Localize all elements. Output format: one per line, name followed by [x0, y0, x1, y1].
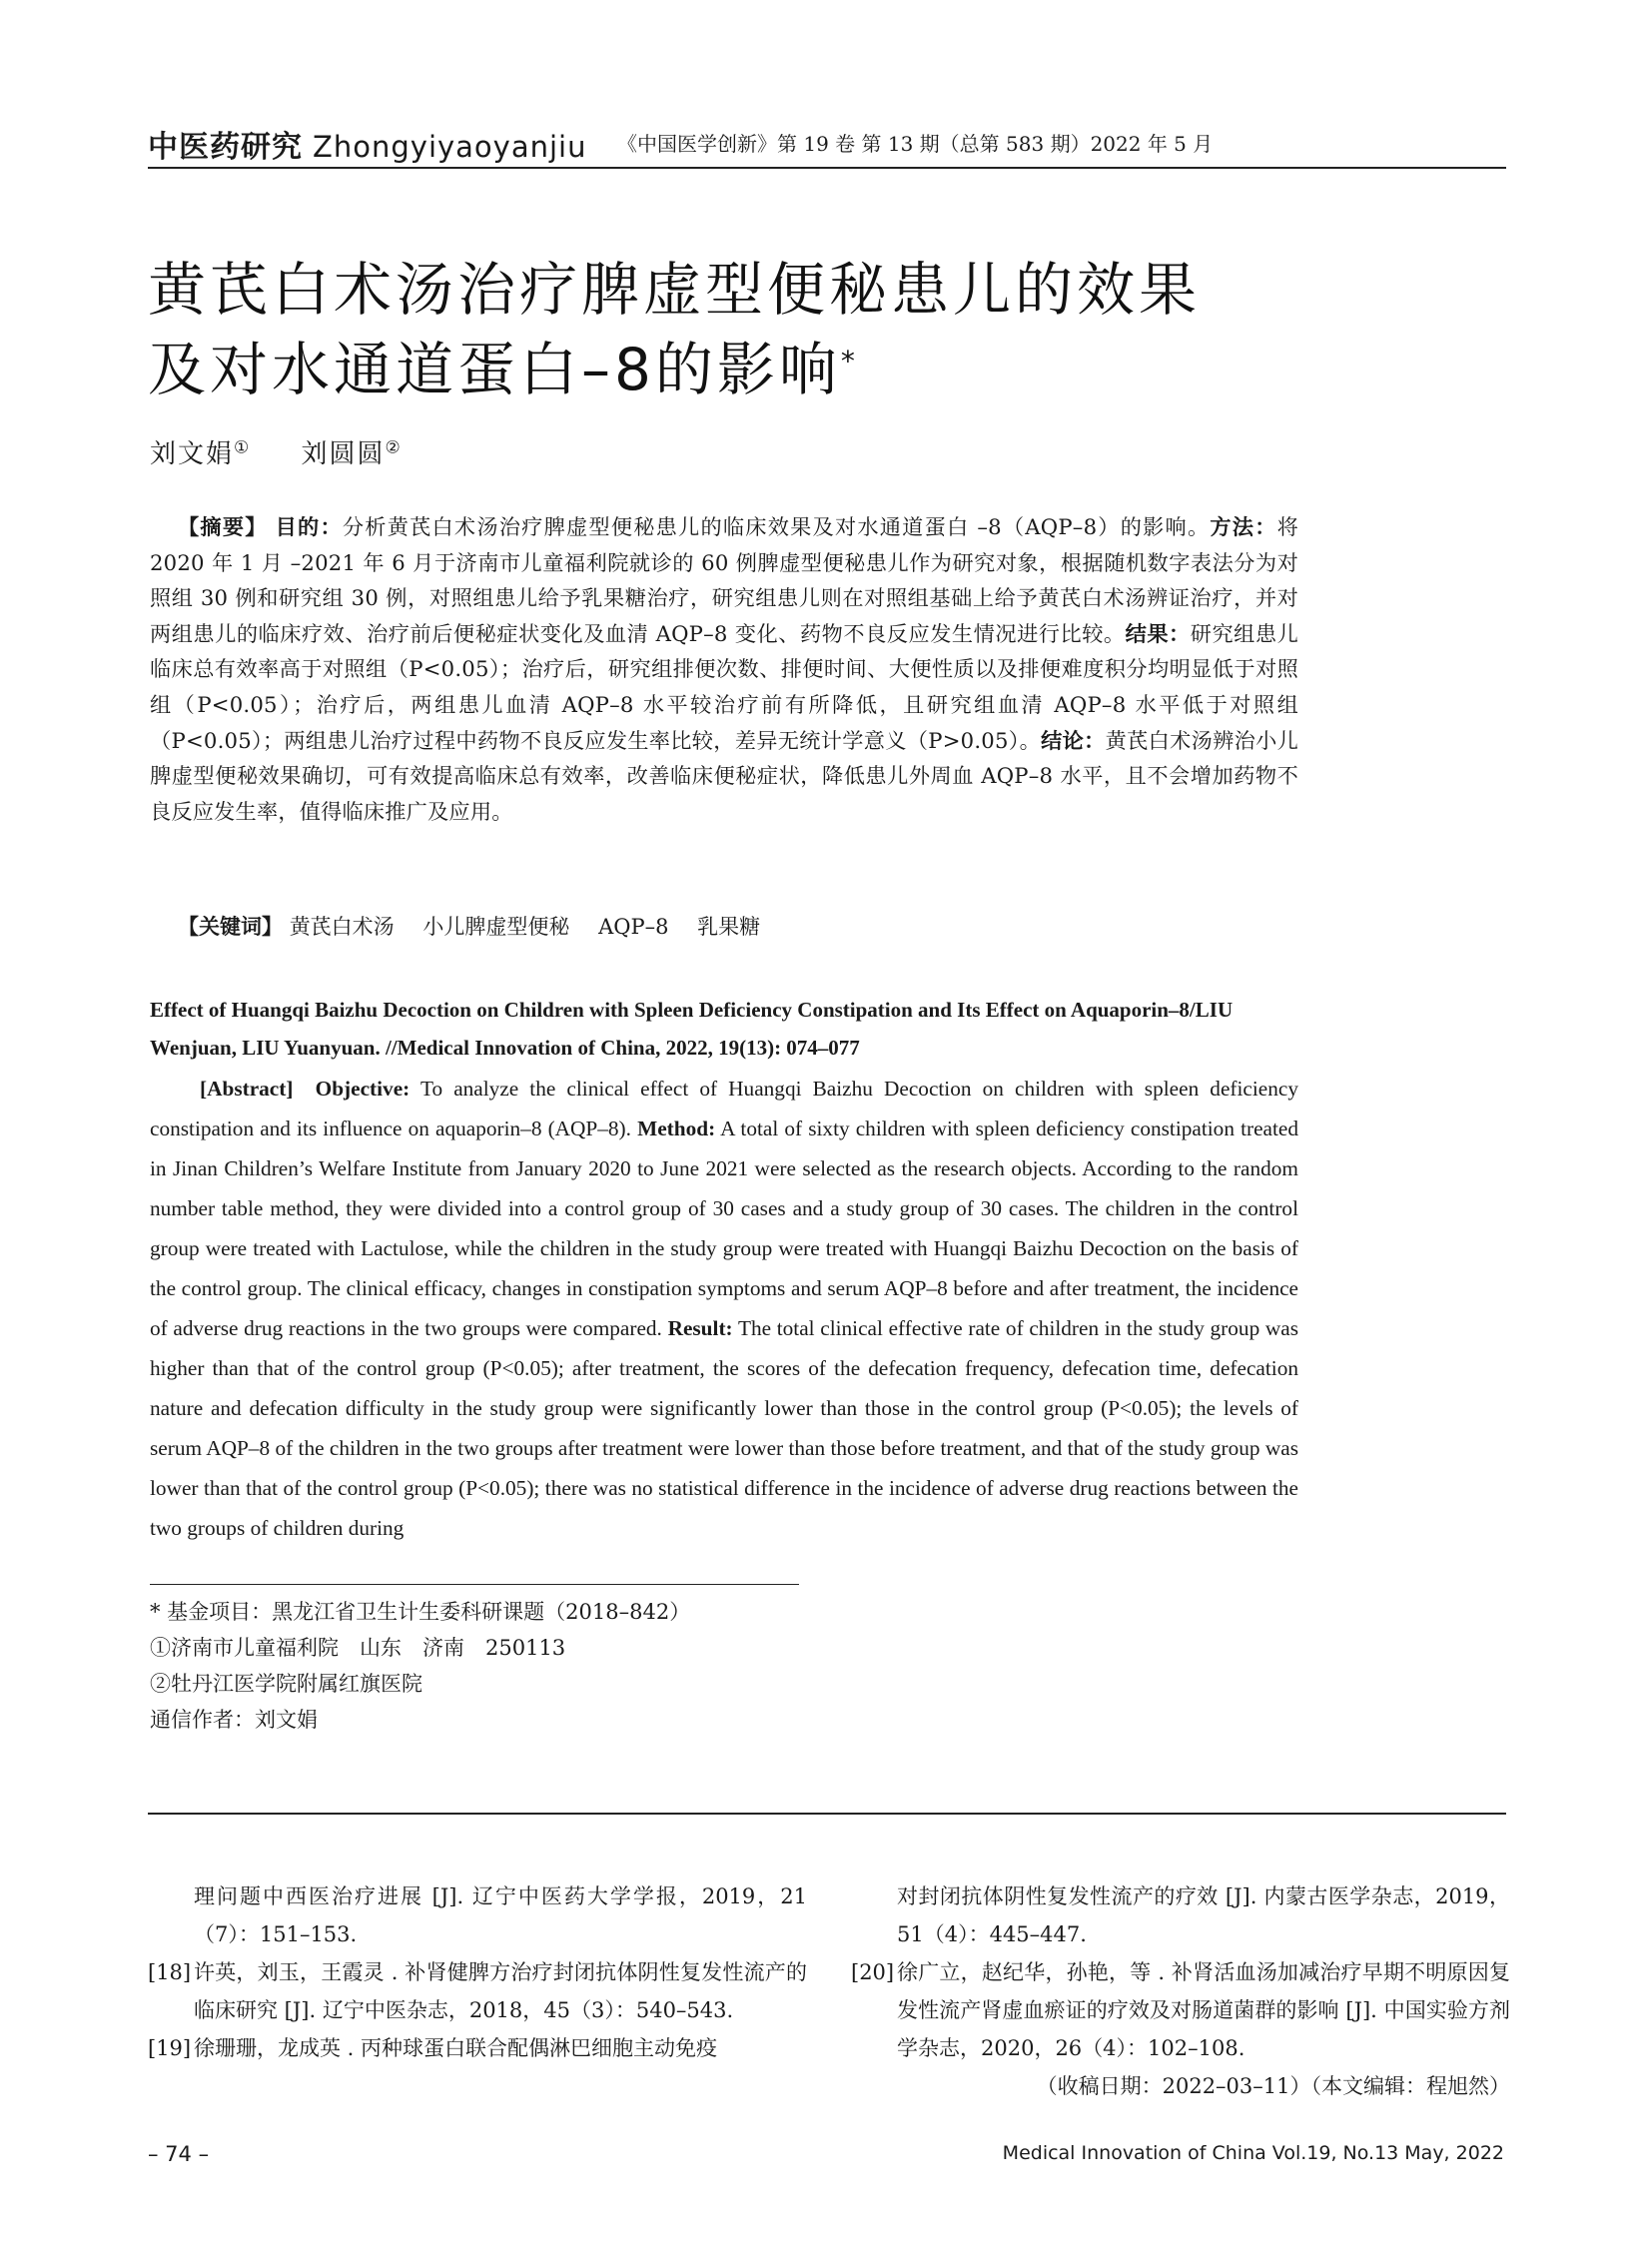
- objective-en-text: To analyze the clinical effect of Huangqi Baizhu Decoction on children with spleen deficiency constipation and its influence on aquaporin–8 (AQP–8).: [150, 1077, 1298, 1140]
- footer-journal: Medical Innovation of China Vol.19, No.13 May, 2022: [1002, 2142, 1504, 2164]
- title-line-1: 黄芪白术汤治疗脾虚型便秘患儿的效果: [148, 256, 1202, 324]
- received-date: （收稿日期：2022–03–11）（本文编辑：程旭然）: [1036, 2074, 1510, 2098]
- page-number: – 74 –: [148, 2142, 210, 2166]
- footnote-affiliation-1: ①济南市儿童福利院 山东 济南 250113: [150, 1636, 566, 1660]
- conclusion-label: 结论：: [1041, 727, 1106, 753]
- result-text: 研究组患儿临床总有效率高于对照组（P<0.05）；治疗后，研究组排便次数、排便时间、大便性质以及排便难度积分均明显低于对照组（P<0.05）；治疗后，两组患儿血清 AQP–8 水平较治疗前有所降低，且研究组血清 AQP–8 水平低于对照组（P<0.05）；两组患儿治疗过程中药物不良反应发生率比较，差异无统计学意义（P>0.05）。: [150, 620, 1298, 753]
- objective-label: 目的：: [275, 514, 343, 539]
- footnotes: [150, 1594, 690, 1738]
- abstract-en-label: [Abstract]: [200, 1077, 294, 1101]
- method-label: 方法：: [1210, 514, 1277, 539]
- funding-mark: *: [840, 345, 859, 377]
- result-label: 结果：: [1125, 620, 1191, 646]
- reference-item: [148, 1877, 807, 1953]
- author-name: 刘文娟: [150, 439, 235, 469]
- result-en-text: The total clinical effective rate of children in the study group was higher than that of the control group (P<0.05); after treatment, the scores of the defecation frequency, defecation time, defecation nature and defecation difficulty in the study group were significantly lower than those in the control group (P<0.05); the levels of serum AQP–8 of the children in the two groups after treatment were lower than those before treatment, and that of the study group was lower than that of the control group (P<0.05); there was no statistical difference in the incidence of adverse drug reactions between the two groups of children during: [150, 1316, 1299, 1540]
- footnote-corresponding: 通信作者：刘文娟: [150, 1708, 318, 1732]
- reference-item: [851, 1877, 1510, 1953]
- column-name-en: Zhongyiyaoyanjiu: [313, 130, 587, 164]
- footnote-funding: * 基金项目：黑龙江省卫生计生委科研课题（2018–842）: [150, 1600, 691, 1624]
- abstract-label: 【摘要】: [178, 514, 268, 539]
- english-title: Effect of Huangqi Baizhu Decoction on Children with Spleen Deficiency Constipation and Its Effect on Aquaporin–8/LIU Wenjuan, LIU Yuanyuan. //Medical Innovation of China, 2022, 19(13): 074–077: [150, 998, 1234, 1060]
- section-rule: [148, 1813, 1506, 1815]
- journal-issue: 《中国医学创新》第 19 卷 第 13 期（总第 583 期）2022 年 5 月: [617, 132, 1214, 156]
- reference-text: 理问题中西医治疗进展 [J]. 辽宁中医药大学学报，2019，21（7）：151–153.: [194, 1884, 807, 1946]
- running-header: [148, 112, 1506, 172]
- references-right-column: [851, 1877, 1510, 2105]
- keywords-label: 【关键词】: [178, 915, 283, 939]
- article-title: [148, 250, 1346, 409]
- reference-text: 许英，刘玉，王霞灵 . 补肾健脾方治疗封闭抗体阴性复发性流产的临床研究 [J]. 辽宁中医杂志，2018，45（3）：540–543.: [194, 1960, 807, 2022]
- conclusion-text: 黄芪白术汤辨治小儿脾虚型便秘效果确切，可有效提高临床总有效率，改善临床便秘症状，降低患儿外周血 AQP–8 水平，且不会增加药物不良反应发生率，值得临床推广及应用。: [150, 727, 1298, 824]
- keyword: 乳果糖: [697, 915, 761, 939]
- reference-item: [148, 2029, 807, 2067]
- keyword: 黄芪白术汤: [289, 915, 395, 939]
- references-left-column: [148, 1877, 807, 2067]
- author-affiliation: ①: [234, 437, 252, 458]
- author-list: [150, 433, 403, 470]
- reference-item: [148, 1953, 807, 2029]
- keywords-cn: [178, 911, 782, 941]
- abstract-en: [150, 1069, 1298, 1548]
- method-en-label: Method:: [637, 1117, 716, 1140]
- author-affiliation: ②: [385, 437, 403, 458]
- reference-number: [20]: [851, 1960, 895, 1984]
- reference-text: 徐广立，赵纪华，孙艳，等 . 补肾活血汤加减治疗早期不明原因复发性流产肾虚血瘀证的疗效及对肠道菌群的影响 [J]. 中国实验方剂学杂志，2020，26（4）：102–108.: [897, 1960, 1510, 2060]
- reference-text: 对封闭抗体阴性复发性流产的疗效 [J]. 内蒙古医学杂志，2019，51（4）：445–447.: [897, 1884, 1510, 1946]
- abstract-cn: [150, 509, 1298, 829]
- objective-en-label: Objective:: [315, 1077, 411, 1101]
- author-name: 刘圆圆: [301, 439, 386, 469]
- footnote-rule: [150, 1584, 799, 1585]
- footnote-affiliation-2: ②牡丹江医学院附属红旗医院: [150, 1672, 422, 1696]
- column-name-cn: 中医药研究: [148, 130, 303, 165]
- reference-number: [18]: [148, 1960, 192, 1984]
- method-text: 将 2020 年 1 月 –2021 年 6 月于济南市儿童福利院就诊的 60 例脾虚型便秘患儿作为研究对象，根据随机数字表法分为对照组 30 例和研究组 30 例，对照组患儿给予乳果糖治疗，研究组患儿则在对照组基础上给予黄芪白术汤辨证治疗，并对两组患儿的临床疗效、治疗前后便秘症状变化及血清 AQP–8 变化、药物不良反应发生情况进行比较。: [150, 514, 1299, 646]
- header-rule: [148, 167, 1506, 169]
- reference-number: [19]: [148, 2036, 192, 2060]
- method-en-text: A total of sixty children with spleen deficiency constipation treated in Jinan Children’s Welfare Institute from January 2020 to June 2021 were selected as the research objects. According to the random number table method, they were divided into a control group of 30 cases and a study group of 30 cases. The children in the control group were treated with Lactulose, while the children in the study group were treated with Huangqi Baizhu Decoction on the basis of the control group. The clinical efficacy, changes in constipation symptoms and serum AQP–8 before and after treatment, the incidence of adverse drug reactions in the two groups were compared.: [150, 1117, 1299, 1340]
- result-en-label: Result:: [667, 1316, 733, 1340]
- reference-item: [851, 1953, 1510, 2067]
- keyword: AQP–8: [598, 915, 669, 939]
- column-name: [148, 122, 586, 166]
- objective-text: 分析黄芪白术汤治疗脾虚型便秘患儿的临床效果及对水通道蛋白 –8（AQP–8）的影响。: [342, 514, 1211, 539]
- title-line-2: 及对水通道蛋白–8的影响: [148, 336, 841, 403]
- keyword: 小儿脾虚型便秘: [422, 915, 570, 939]
- reference-text: 徐珊珊，龙成英 . 丙种球蛋白联合配偶淋巴细胞主动免疫: [194, 2036, 718, 2060]
